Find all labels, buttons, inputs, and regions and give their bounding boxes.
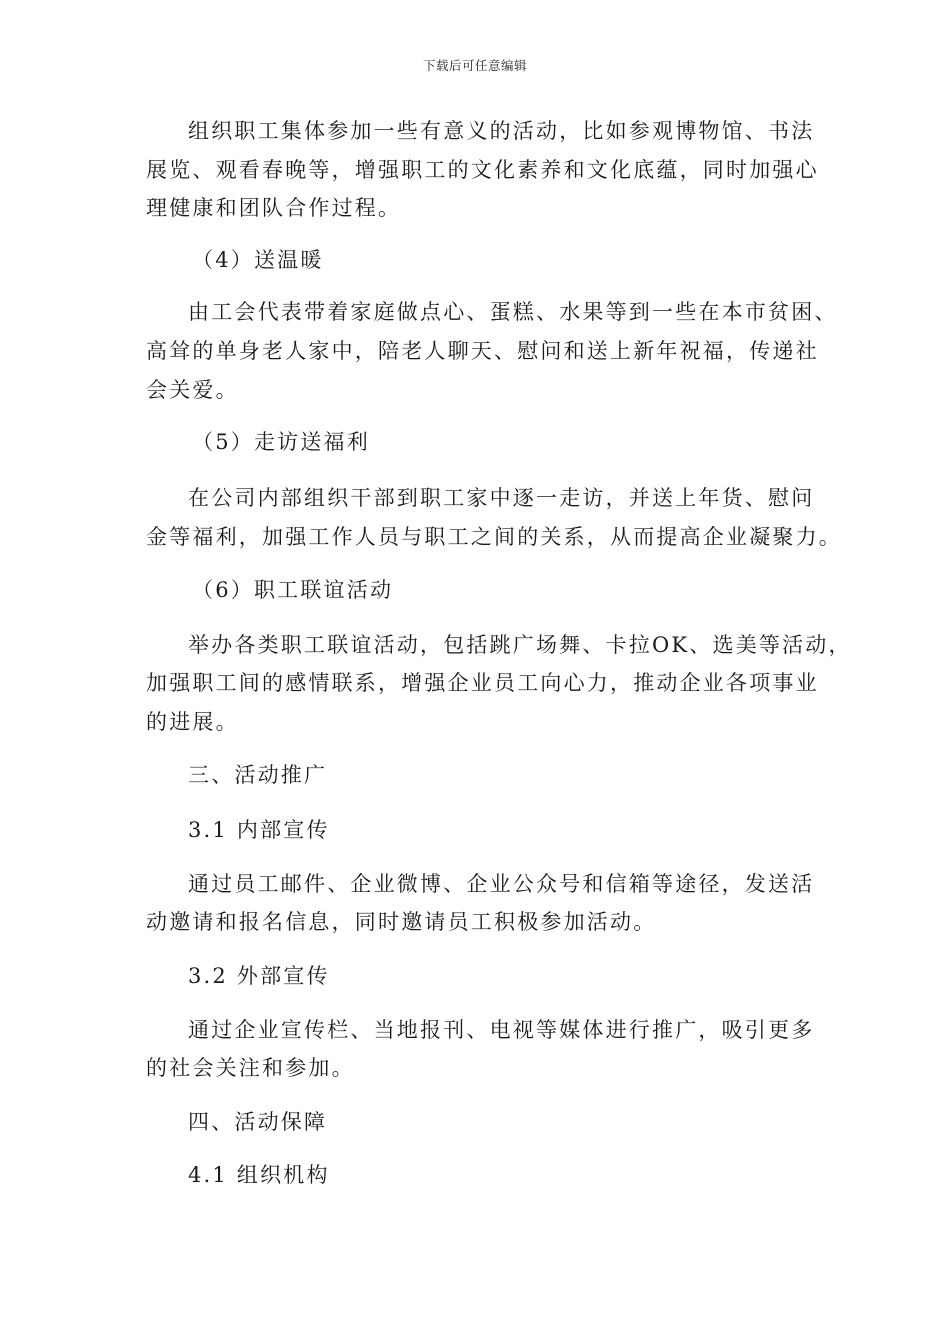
paragraph-line: 动邀请和报名信息，同时邀请员工积极参加活动。 bbox=[146, 910, 657, 934]
paragraph-line: 通过企业宣传栏、当地报刊、电视等媒体进行推广，吸引更多 bbox=[188, 1018, 815, 1042]
paragraph-line: 高耸的单身老人家中，陪老人聊天、慰问和送上新年祝福，传递社 bbox=[146, 339, 819, 363]
paragraph-line: 举办各类职工联谊活动，包括跳广场舞、卡拉OK、选美等活动， bbox=[188, 633, 852, 657]
chapter-heading: 四、活动保障 bbox=[188, 1110, 328, 1134]
paragraph-line: 的进展。 bbox=[146, 710, 239, 734]
section-heading: （4）送温暖 bbox=[192, 248, 324, 272]
subsection-heading: 3.2 外部宣传 bbox=[188, 964, 330, 988]
chapter-heading: 三、活动推广 bbox=[188, 763, 328, 787]
subsection-heading: 3.1 内部宣传 bbox=[188, 818, 330, 842]
paragraph-line: 会关爱。 bbox=[146, 378, 239, 402]
paragraph-line: 由工会代表带着家庭做点心、蛋糕、水果等到一些在本市贫困、 bbox=[188, 300, 838, 324]
paragraph-line: 通过员工邮件、企业微博、企业公众号和信箱等途径，发送活 bbox=[188, 872, 815, 896]
page-header: 下载后可任意编辑 bbox=[422, 58, 527, 73]
paragraph-line: 组织职工集体参加一些有意义的活动，比如参观博物馆、书法 bbox=[188, 119, 815, 143]
section-heading: （6）职工联谊活动 bbox=[192, 578, 394, 602]
paragraph-line: 加强职工间的感情联系，增强企业员工向心力，推动企业各项事业 bbox=[146, 671, 819, 695]
section-heading: （5）走访送福利 bbox=[192, 430, 370, 454]
paragraph-line: 理健康和团队合作过程。 bbox=[146, 196, 402, 220]
paragraph-line: 的社会关注和参加。 bbox=[146, 1056, 355, 1080]
paragraph-line: 展览、观看春晚等，增强职工的文化素养和文化底蕴，同时加强心 bbox=[146, 158, 819, 182]
subsection-heading: 4.1 组织机构 bbox=[188, 1163, 330, 1187]
paragraph-line: 在公司内部组织干部到职工家中逐一走访，并送上年货、慰问 bbox=[188, 486, 815, 510]
paragraph-line: 金等福利，加强工作人员与职工之间的关系，从而提高企业凝聚力。 bbox=[146, 525, 842, 549]
